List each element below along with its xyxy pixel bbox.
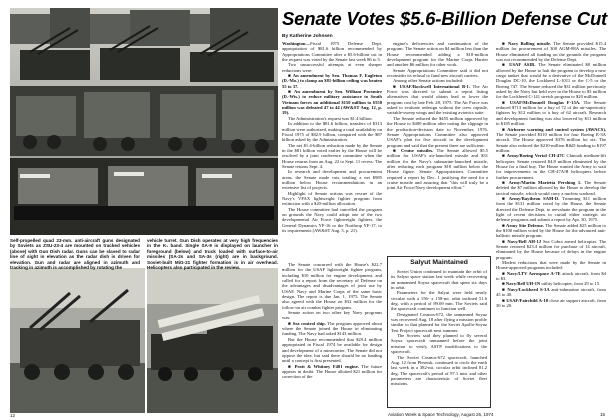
article-paragraph	[282, 337, 382, 364]
article-paragraph	[496, 298, 606, 309]
article-paragraph	[282, 41, 382, 62]
article-paragraph	[282, 321, 382, 337]
paragraph-text: In research and development and procurement areas, the Senate made cuts totaling a net $985 million below House recommendations in an extensive list of projects.	[282, 169, 382, 191]
paragraph-text: close air support aircraft, from 30 to 20.	[496, 297, 606, 308]
article-paragraph	[282, 310, 382, 321]
paragraph-text: The Administration's request was $1.4 billion.	[288, 115, 373, 121]
paragraph-text: The Senate allowed $5.5 million for USAF's air-launched missile and $31 million for the Navy's submarine-launched missile, after reducing each program $10 million below the House figure. Senate Appropriations Committee required a report by Dec. 1 justifying the need for a cruise missile and assuring that "this will truly be a joint Air Force/Navy development effort."	[387, 147, 488, 191]
paragraph-text: The Senate reduced the $455 million approved by the House to $400 million after noting the slippage in the production-decision date to November, 1976. Senate Appropriations Committee also approved USAF's plan for five aircraft in the development program and said that the present three are sufficient.	[387, 115, 488, 148]
paragraph-text: The House committee had cancelled the program on grounds the Navy could adopt one of the two developmental Air Force lightweight fighters, the General Dynamics YF-16 or the Northrop YF-17, to its requirements (AW&ST Aug. 5, p. 21).	[282, 206, 382, 234]
article-paragraph	[496, 41, 606, 62]
paragraph-text: Highlight of Senate actions was rescue of the Navy's VFAX lightweight fighter program from extinction with a $20-million allocation.	[282, 190, 382, 207]
article-paragraph	[282, 364, 382, 380]
bottom-right-photo	[147, 268, 278, 413]
page-number: 15	[600, 412, 606, 417]
bullet-lead: ■ USAF/Fairchild A-10	[502, 297, 550, 303]
paragraph-text: Two unsuccessful attempts at even sharper reductions were:	[282, 62, 382, 73]
missile-launcher-illustration	[10, 268, 145, 413]
article-paragraph	[282, 73, 382, 89]
article-column-4	[496, 41, 606, 411]
bullet-lead: ■ Army Site Defense.	[502, 222, 546, 228]
article-paragraph	[282, 262, 382, 310]
bullet-lead: ■ Navy/LTV Aerospace A-7E	[502, 270, 563, 276]
paragraph-text: Among other Senate actions included:	[393, 78, 464, 84]
bullet-lead: ■ Navy/Bell UH-1N	[502, 281, 542, 287]
bullet-lead: ■ Army/Boeing Vertol CH-47C	[502, 153, 567, 159]
paragraph-text: The Senate deleted the $7 million allowed by the House to develop the tactical missile, which would carry a nuclear warhead.	[496, 179, 606, 196]
bullet-lead: ■ Cruise missiles.	[393, 147, 437, 153]
paragraph-text: Fiscal 1975 Defense Dept. appropriation of $81.6 billion recommended by Appropriations Committee after a $5.6-billion cut in the request was voted by the Senate last week 86 to 5.	[282, 41, 382, 63]
article-column-2	[282, 262, 382, 412]
article-paragraph	[496, 180, 606, 196]
salyut-sidebar-box	[387, 256, 491, 408]
paragraph-text: anti-submarine aircraft, from 45 to 40.	[496, 286, 606, 298]
paragraph-text: In addition to the $81.6 billion, transfers of $313 million were authorized, making a total availability on Fiscal 1975 of $82.9 billion, compared with the $87 billion asked by the Administration.	[282, 121, 382, 143]
bullet-lead: ■ An amendment by Sen. William Proxmire (D.-Wis.) to reduce military assistance to South Vietnam forces an additional $150 million to $550 million was defeated 47 to 44 (AW&ST Aug. 12, p. 19).	[282, 89, 382, 116]
paragraph-text: Sea Cobra armed helicopter. The Senate restored $23.4 million for purchase of 14 aircraft, eliminated by the House because of delays in the engine program.	[496, 238, 606, 260]
page-footer: Aviation Week & Space Technology, August 26, 1974	[388, 412, 494, 417]
paragraph-text: The Senate eliminated $8 million allowed by the House to halt the program to develop a new cargo tanker that would be a derivative of the McDonnell Douglas DC-10, the Lockheed L-1011 or the C-5 or the Boeing 747. The Senate reduced the $31 million previously asked by the Navy but held over in the House to $3 million for the Lockheed C-141 stretch program to $20 million.	[496, 62, 606, 100]
article-paragraph	[387, 148, 488, 191]
dateline: Washington—	[282, 41, 311, 46]
bullet-lead: ■ Navy/Bell AH-1J	[502, 238, 543, 244]
top-photo	[10, 8, 278, 235]
article-paragraph	[496, 271, 606, 282]
paragraph-text: Senate action on two other key Navy programs was:	[282, 310, 382, 321]
bullet-lead: ■ Navy/Lockheed S-3A	[502, 286, 552, 292]
photo-caption-left: Self-propelled quad 23-mm. anti-aircraft guns designated by Soviets as ZSU-23-4 are mounted on tracked vehicles (above) with Gun Dish radar. Guns can be slaved to radar line of sight in elevation as the radar dish is driven for elevation. Gun and radar are aligned in azimuth and tracking in azimuth is accomplished by rotating the	[10, 238, 140, 271]
sidebar-paragraph: The Soviet Cosmos-672 spacecraft, launched Aug. 12 from Plesetsk, continued to circle the earth last week in a 382-mi. circular orbit inclined 81.2 deg. The spacecraft's period of 97.1 min. and other parameters are characteristic of Soviet fleet missions.	[391, 354, 487, 387]
article-paragraph	[496, 100, 606, 127]
paragraph-text: The Senate concurred with the House's $22.7 million for the USAF lightweight fighter program, including $10 million for engine development, and called for a report from the secretary of Defense on the advantages and disadvantages of joint use by USAF, Navy and Marine Corps of the same basic design. The report is due Jan. 1, 1975. The Senate also agreed with the House on $32 million for the follow-on air combat fighter program.	[282, 262, 382, 310]
paragraph-text: Senate Appropriations Committee said it did not reconsider its refusal to fund new aircraft carriers.	[387, 67, 488, 79]
article-paragraph	[496, 260, 606, 271]
sam-transport-illustration	[147, 268, 278, 413]
article-column-1	[282, 41, 382, 261]
paragraph-text: Modest reductions that were made by the Senate in House-approved programs included:	[496, 260, 606, 271]
article-paragraph	[282, 89, 382, 116]
article-paragraph	[282, 62, 382, 73]
article-paragraph	[496, 223, 606, 239]
article-paragraph	[282, 121, 382, 142]
sidebar-paragraph: The Soviets said they planned to fly several Soyuz spacecraft unmanned before the joint mission to verify ASTP modifications to the spacecraft.	[391, 333, 487, 355]
bullet-lead: ■ Airborne warning and control system (AWACS).	[502, 126, 606, 132]
article-paragraph	[387, 41, 488, 68]
article-paragraph	[496, 62, 606, 99]
bullet-lead: ■ Sea control ship.	[288, 320, 328, 326]
photo-caption-right: vehicle turret. Gun Dish operates at very high frequencies in the K₁ band. Single SA-9 is displayed on launcher in foreground (below) and truck loaded with surface-to-air missiles (SA-2s and SA-3s (right) are in background. Soviet-built MiG-21 fighter formation is in air overhead. Helicopters also participated in the review.	[147, 238, 278, 271]
article-paragraph	[496, 196, 606, 223]
article-paragraph	[496, 239, 606, 260]
article-paragraph	[282, 191, 382, 207]
article-paragraph	[387, 84, 488, 116]
paragraph-text: The Senate reduced $713 million for a buy of 72 of the air-superiority fighters by $12 million to a buy of 62 aircraft. Research and development funding was also lowered by $11 million to $185 million.	[496, 99, 606, 127]
bullet-lead: ■ Pratt & Whitney F401 engine.	[288, 363, 362, 369]
paragraph-text: engine's deficiencies and continuation of the program. The Senate action on $4 million less than the House recommended adding a $10-million development program for the Marine Corps Harrier and another $6 million for other work.	[387, 41, 488, 68]
bullet-lead: ■ USAF/McDonnell Douglas F-15A.	[502, 99, 584, 105]
paragraph-text: The net $1.4-billion reduction made by the Senate in the $81 billion voted earlier by the House will be resolved by a joint conference committee when the House returns from an Aug. 22 to Sept. 11 recess. The Senate returns Sept. 4.	[282, 142, 382, 169]
article-paragraph	[282, 143, 382, 170]
bullet-lead: ■ USAF/Rockwell International B-1.	[393, 83, 473, 89]
parade-photo-illustration	[10, 8, 278, 235]
sidebar-paragraph: Soviet Union continued to maintain the orbit of its Salyut space station last week while recovering an unmanned Soyuz spacecraft that spent six days in orbit.	[391, 269, 487, 291]
byline: By Katherine Johnsen	[282, 34, 333, 39]
paragraph-text: attack aircraft, from $4 to $3.	[496, 270, 606, 282]
article-paragraph	[496, 127, 606, 154]
bullet-lead: ■ Army/Martin Marietta Pershing 1.	[502, 179, 584, 185]
sidebar-body	[388, 269, 490, 399]
article-paragraph	[282, 169, 382, 190]
article-column-3	[387, 41, 488, 253]
paragraph-text: The Senate added $25 million to the $100 million voted by the House for the advanced anti-ballistic missile program.	[496, 222, 606, 239]
bottom-left-photo	[10, 268, 145, 413]
bullet-lead: ■ Army/Raytheon SAM-D.	[502, 195, 563, 201]
sidebar-paragraph: Designated Cosmos-672, the unmanned Soyuz was recovered Aug. 18 after flying a mission profile similar to that planned for the Soviet Apollo-Soyuz Test Project spacecraft next summer.	[391, 311, 487, 333]
paragraph-text: The future appears in doubt. The House allotted $21 million for correction of the	[282, 363, 382, 380]
bullet-lead: ■ USAF ASIR.	[502, 62, 539, 68]
paragraph-text: But the House recommended that $29.4 million appropriated in Fiscal 1974 be available for design and development of a minecarrier. The Senate did not oppose the idea, but said there should be no funding until a concept is first presented.	[282, 336, 382, 364]
headline: Senate Votes $5.6-Billion Defense Cut	[282, 8, 608, 29]
paragraph-text: utility helicopter, from 29 to 15.	[541, 281, 601, 287]
article-paragraph	[282, 207, 382, 234]
sidebar-title: Salyut Maintained	[410, 259, 468, 266]
paragraph-text: The Senate provided $310 million for four Boeing E-3A aircraft. The House approved $376 million for six. The Senate also reduced the $210-million R&D funding to $197 million.	[496, 131, 606, 153]
paragraph-text: The Senate provided $15.4 million for procurement of 300 AGM-88A missiles. The House eliminated all funding on the grounds the program was not recommended by the Defense Dept.	[496, 41, 606, 63]
paragraph-text: The Air Force was directed to submit a report listing alternatives that would obtain lead or lower the program cost by late Feb. 28, 1975. The Air Force was asked to evaluate redesign without the crew capsule, variable-sweep wings and the existing avionics suite.	[387, 83, 488, 116]
paragraph-text: The program approved about where the Senate joined the House in eliminating funding. The Navy had asked $143 million.	[282, 320, 382, 337]
left-page-number: 12	[10, 413, 16, 418]
sidebar-paragraph: Parameters for the Salyut were held nearly circular with a 156- x 158-mi. orbit inclined 51.6 deg. with a period of 89.69 min. The Soviets said the spacecraft continues to function well.	[391, 290, 487, 312]
article-paragraph	[387, 116, 488, 148]
bullet-lead: ■ An amendment by Sen. Thomas F. Eagleton (D.-Mo.) to clamp an $81-billion ceiling was beaten 55 to 37.	[282, 73, 382, 89]
bullet-lead: ■ Navy Bolling missile.	[502, 41, 554, 46]
article-paragraph	[496, 153, 606, 180]
article-paragraph	[496, 287, 606, 298]
article-paragraph	[387, 68, 488, 79]
paragraph-text: Trimming $11 million from the $131 million voted by the House, the Senate directed the Defense Dept. to reevaluate the program in the light of recent decisions to curtail either strategic air defense programs and submit a report by Apr. 30, 1975.	[496, 195, 606, 223]
paragraph-text: Chinook medium-lift helicopter. Senate restored $4.8 million eliminated by the House for a final buy. The House wanted the Army to wait for improvements in the CH-47A/B helicopters before further procurement.	[496, 153, 606, 180]
